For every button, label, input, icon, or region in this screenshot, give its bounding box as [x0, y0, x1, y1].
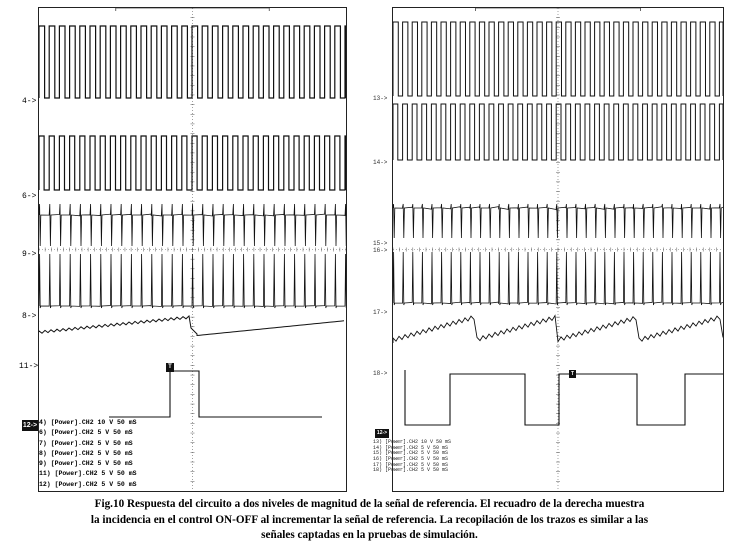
right-channel-label-13: 13-> [373, 95, 388, 102]
legend-entry: 6) [Power].CH2 5 V 50 mS [39, 429, 133, 437]
legend-entry: 16) [Power].CH2 5 V 50 mS [373, 456, 449, 463]
trace-ch6 [39, 136, 346, 190]
legend-entry: 9) [Power].CH2 5 V 50 mS [39, 460, 133, 468]
legend-entry: 8) [Power].CH2 5 V 50 mS [39, 449, 133, 457]
grid-ticks [393, 8, 716, 481]
figure-caption [0, 497, 739, 544]
left-channel-label-9: 9-> [22, 250, 37, 259]
right-channel-label-18: 18-> [373, 370, 388, 377]
left-trigger-marker: T [166, 363, 174, 372]
caption-line: Fig.10 Respuesta del circuito a dos niveles de magnitud de la señal de referencia. El recuadro de la derecha muestra [94, 498, 645, 510]
trace-ch18 [405, 370, 723, 425]
trace-ch11 [109, 371, 322, 417]
right-scope-panel [392, 7, 724, 492]
legend-entry: 14) [Power].CH2 5 V 50 mS [373, 444, 449, 451]
left-channel-label-8: 8-> [22, 312, 37, 321]
right-channel-label-14: 14-> [373, 159, 388, 166]
right-channel-label-17: 17-> [373, 309, 388, 316]
left-scope-legend [39, 420, 137, 492]
legend-entry: 18) [Power].CH2 5 V 50 mS [373, 467, 449, 474]
caption-line: la incidencia en el control ON-OFF al incrementar la señal de referencia. La recopilación de los trazos es similar a las [90, 513, 649, 526]
left-channel-label-4: 4-> [22, 97, 37, 106]
left-channel-label-11: 11-> [19, 362, 39, 371]
legend-entry: 4) [Power].CH2 10 V 50 mS [39, 419, 137, 426]
legend-entry: 11) [Power].CH2 5 V 50 mS [39, 470, 137, 478]
right-channel-label-16: 16-> [373, 247, 388, 254]
left-ground-marker: 12-> [22, 422, 38, 429]
right-scope-traces [393, 8, 723, 491]
trace-ch15 [393, 204, 723, 238]
trace-ch8 [39, 316, 344, 336]
legend-entry: 13) [Power].CH2 10 V 50 mS [373, 439, 452, 445]
left-channel-label-6: 6-> [22, 192, 37, 201]
trace-ch4 [39, 26, 346, 98]
legend-entry: 15) [Power].CH2 5 V 50 mS [373, 450, 449, 457]
right-trigger-marker: T [570, 371, 575, 377]
right-channel-label-15: 15-> [373, 240, 388, 247]
caption-line: señales captadas en la pruebas de simulación. [261, 529, 478, 541]
legend-entry: 7) [Power].CH2 5 V 50 mS [39, 439, 133, 447]
legend-entry: 17) [Power].CH2 5 V 50 mS [373, 461, 449, 468]
right-ground-marker: 12-> [376, 430, 388, 436]
legend-entry: 12) [Power].CH2 5 V 50 mS [39, 480, 137, 488]
right-scope-legend [373, 440, 451, 474]
